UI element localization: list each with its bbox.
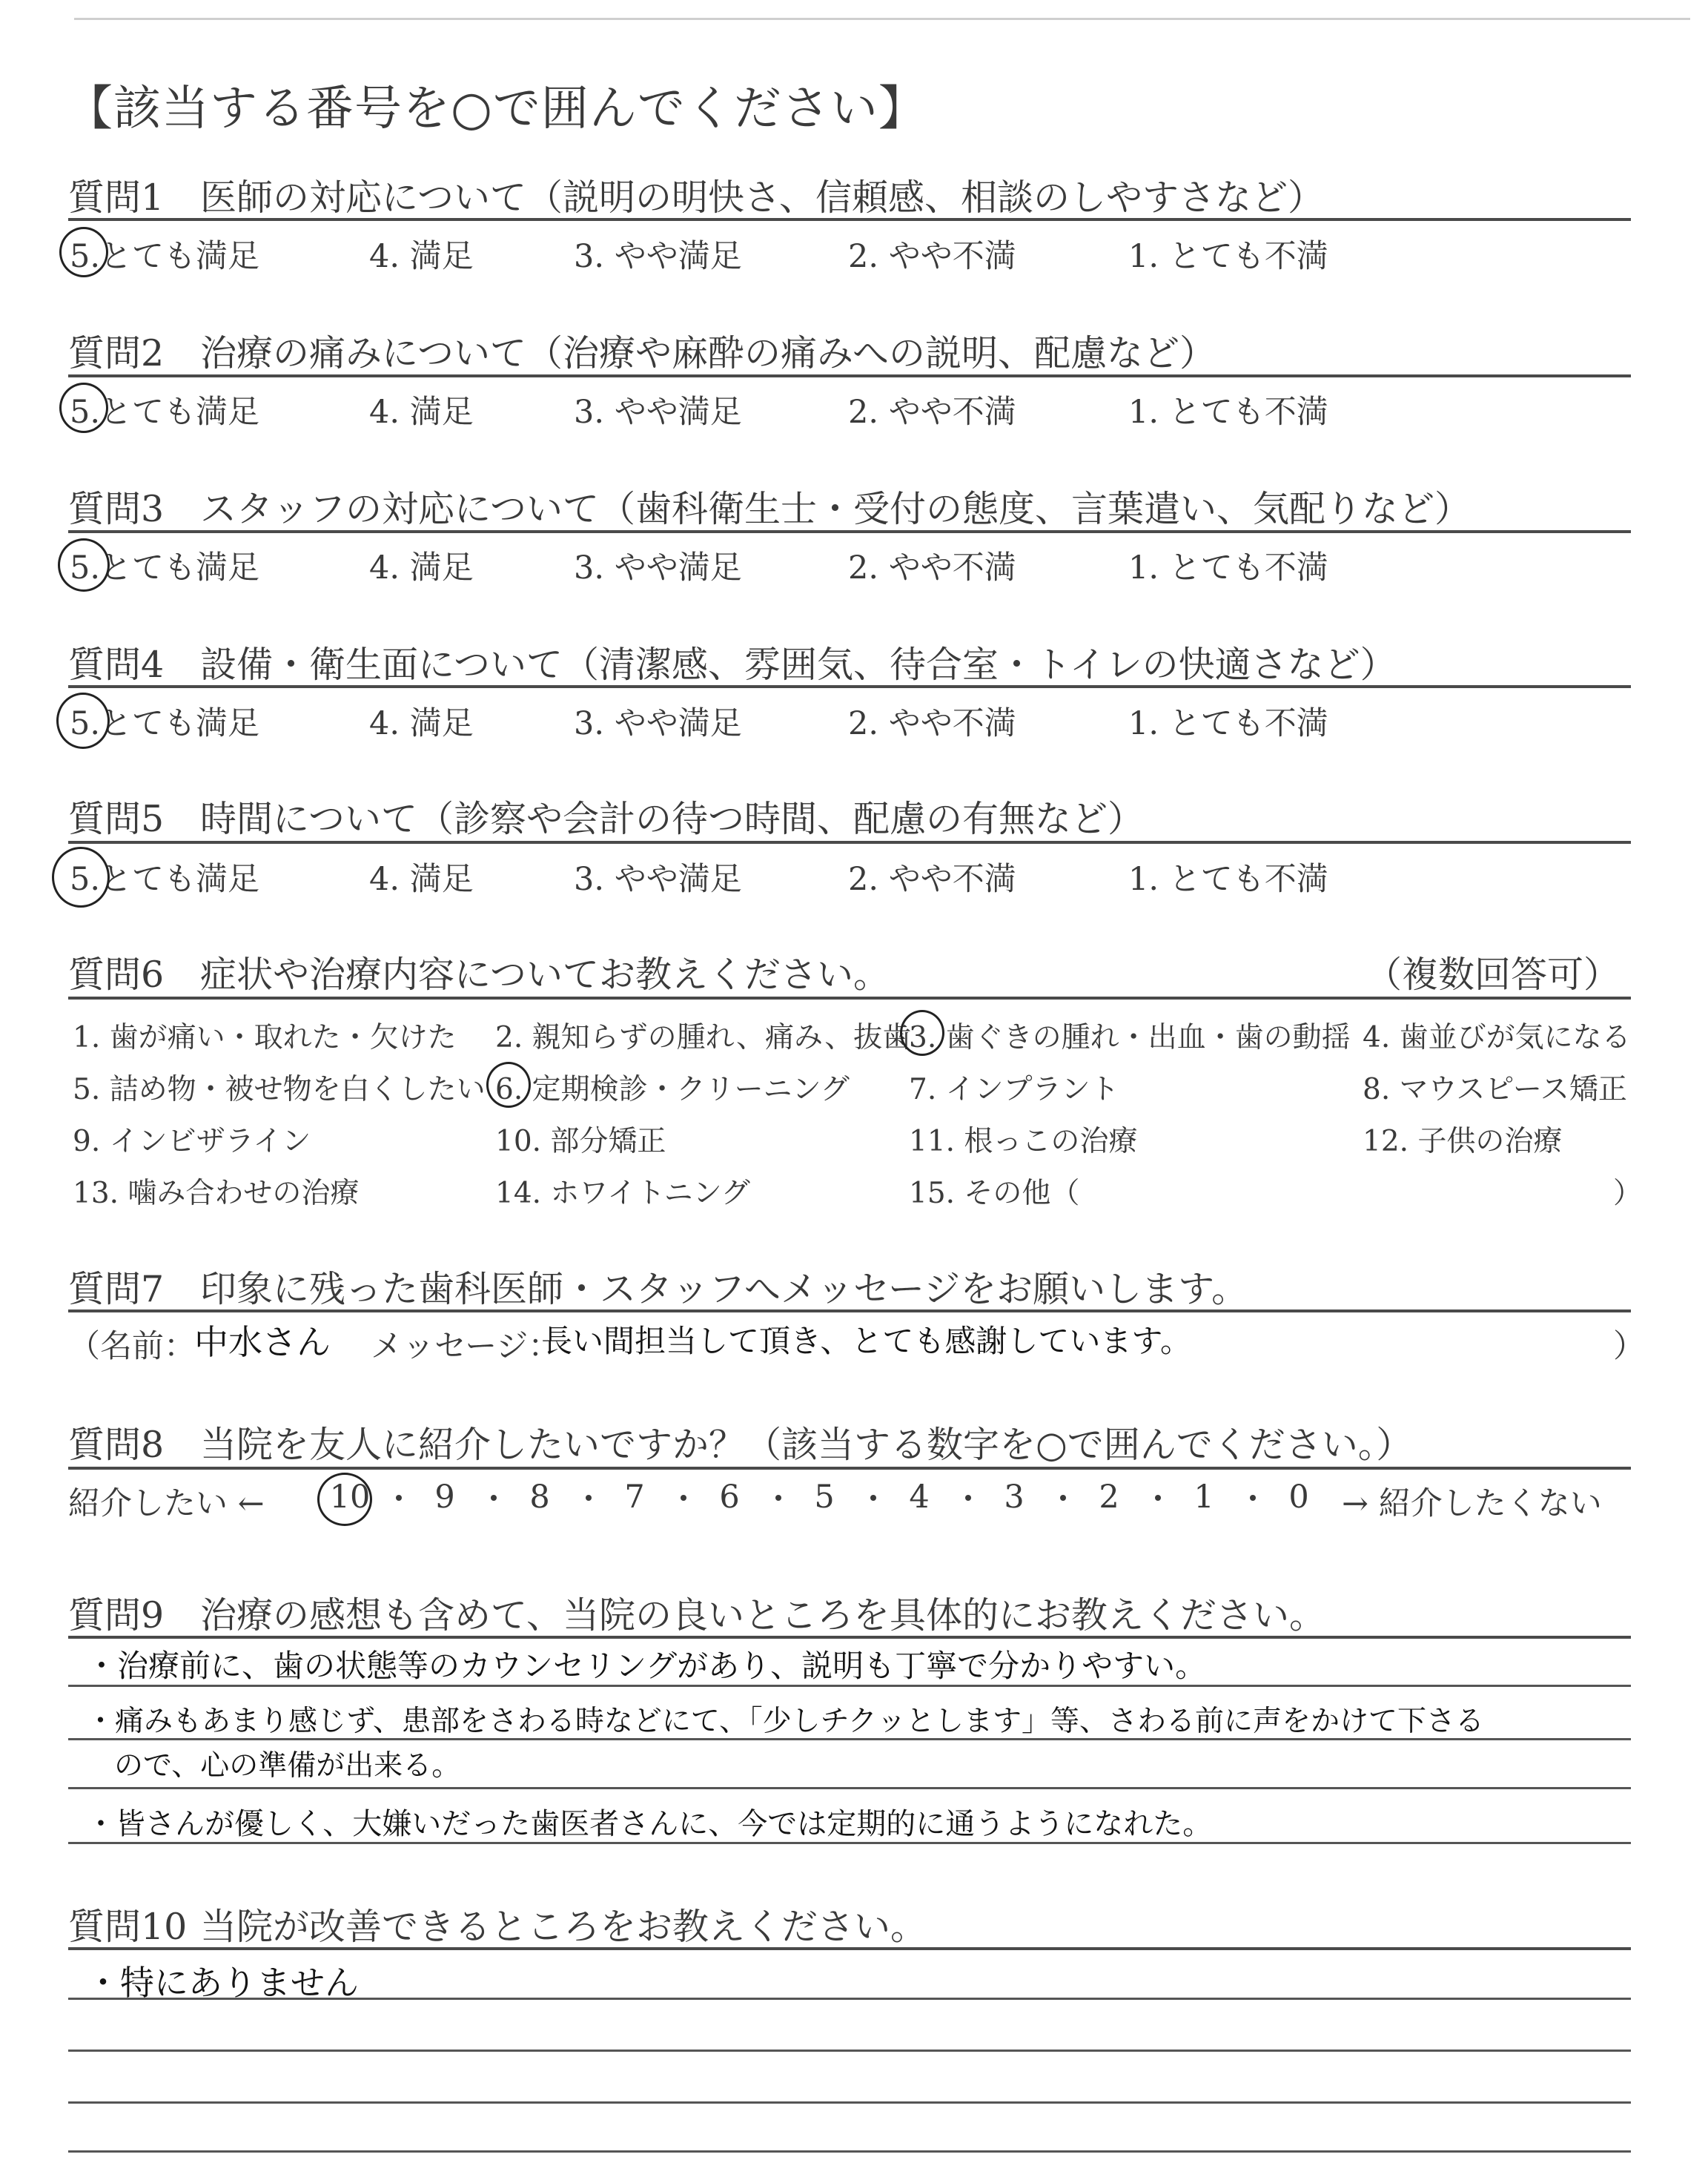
q4-option-1[interactable]: 1. とても不満 <box>1128 705 1328 742</box>
q8-score-0[interactable]: 0 <box>1288 1479 1309 1516</box>
q8-score-5[interactable]: 5 <box>777 1479 872 1516</box>
question-7-text: 印象に残った歯科医師・スタッフへメッセージをお願いします。 <box>200 1268 1248 1310</box>
q5-option-3[interactable]: 3. やや満足 <box>574 861 742 898</box>
question-4 <box>68 636 1397 688</box>
question-3-text: スタッフの対応について（歯科衛生士・受付の態度、言葉遣い、気配りなど） <box>200 488 1472 530</box>
q9-answer-4[interactable]: ・皆さんが優しく、大嫌いだった歯医者さんに、今では定期的に通うようになれた。 <box>86 1807 1213 1841</box>
q9-answer-3[interactable]: ので、心の準備が出来る。 <box>114 1749 461 1783</box>
question-5-rule <box>68 841 1631 844</box>
q8-score-7[interactable]: 7 <box>587 1479 682 1516</box>
q6-option-1[interactable]: 1. 歯が痛い・取れた・欠けた <box>73 1021 457 1054</box>
question-4-label: 質問4 <box>68 644 165 686</box>
q8-scale <box>302 1479 1346 1516</box>
question-8-rule <box>68 1467 1631 1470</box>
question-6-text: 症状や治療内容についてお教えください。 <box>200 954 890 996</box>
question-10-rule <box>68 1947 1631 1950</box>
q7-name-value[interactable]: 中水さん <box>194 1322 331 1362</box>
q1-option-1[interactable]: 1. とても不満 <box>1128 238 1328 275</box>
question-2-label: 質問2 <box>68 332 165 374</box>
q6-option-6[interactable]: 6. 定期検診・クリーニング <box>495 1073 850 1106</box>
q6-option-8[interactable]: 8. マウスピース矯正 <box>1363 1073 1627 1106</box>
question-6-label: 質問6 <box>68 954 165 996</box>
q10-answer-1[interactable]: ・特にありません <box>86 1963 359 2003</box>
q2-option-2[interactable]: 2. やや不満 <box>848 394 1016 431</box>
q3-option-5[interactable]: 5.とても満足 <box>70 549 260 587</box>
q6-option-13[interactable]: 13. 噛み合わせの治療 <box>73 1177 360 1210</box>
q8-score-4[interactable]: 4 <box>872 1479 967 1516</box>
q8-score-2[interactable]: 2 <box>1062 1479 1156 1516</box>
q3-option-1[interactable]: 1. とても不満 <box>1128 549 1328 587</box>
question-6 <box>68 946 890 998</box>
question-9-label: 質問9 <box>68 1594 165 1636</box>
q6-option-15-close: ） <box>1613 1177 1643 1210</box>
q8-score-6[interactable]: 6 <box>682 1479 777 1516</box>
question-3-rule <box>68 530 1631 533</box>
q8-score-1[interactable]: 1 <box>1156 1479 1251 1516</box>
q7-message-value[interactable]: 長い間担当して頂き、とても感謝しています。 <box>541 1323 1191 1359</box>
q8-left-label: 紹介したい ← <box>68 1485 265 1522</box>
q6-option-9[interactable]: 9. インビザライン <box>73 1125 311 1158</box>
q4-option-5[interactable]: 5.とても満足 <box>70 705 260 742</box>
question-5-label: 質問5 <box>68 798 165 840</box>
q9-line-4 <box>68 1842 1631 1844</box>
question-2-text: 治療の痛みについて（治療や麻酔の痛みへの説明、配慮など） <box>200 332 1217 374</box>
question-7 <box>68 1261 1248 1312</box>
question-8 <box>68 1416 1412 1468</box>
q7-message-label: メッセージ： <box>371 1328 560 1365</box>
question-1-label: 質問1 <box>68 176 165 219</box>
q3-option-3[interactable]: 3. やや満足 <box>574 549 742 587</box>
q4-option-3[interactable]: 3. やや満足 <box>574 705 742 742</box>
question-4-text: 設備・衛生面について（清潔感、雰囲気、待合室・トイレの快適さなど） <box>200 644 1397 686</box>
question-7-rule <box>68 1309 1631 1312</box>
q9-answer-2[interactable]: ・痛みもあまり感じず、患部をさわる時などにて、「少しチクッとします」等、さわる前に声をかけて下さる <box>86 1705 1485 1738</box>
q2-option-5[interactable]: 5.とても満足 <box>70 394 260 431</box>
q6-option-5[interactable]: 5. 詰め物・被せ物を白くしたい <box>73 1073 486 1106</box>
q7-close-paren: ） <box>1613 1328 1645 1365</box>
q10-line-4 <box>68 2150 1631 2153</box>
q2-option-3[interactable]: 3. やや満足 <box>574 394 742 431</box>
q1-option-4[interactable]: 4. 満足 <box>369 238 474 275</box>
top-border <box>74 18 1690 20</box>
question-3-label: 質問3 <box>68 488 165 530</box>
q4-option-2[interactable]: 2. やや不満 <box>848 705 1016 742</box>
q2-option-4[interactable]: 4. 満足 <box>369 394 474 431</box>
q8-score-10[interactable]: 10 <box>302 1479 397 1516</box>
question-2 <box>68 325 1216 377</box>
q1-option-3[interactable]: 3. やや満足 <box>574 238 742 275</box>
question-1 <box>68 169 1324 221</box>
question-9-rule <box>68 1636 1631 1639</box>
question-4-rule <box>68 685 1631 688</box>
question-1-rule <box>68 218 1631 221</box>
q7-name-label: （名前： <box>68 1328 196 1365</box>
q5-option-1[interactable]: 1. とても不満 <box>1128 861 1328 898</box>
question-3 <box>68 480 1471 532</box>
question-1-text: 医師の対応について（説明の明快さ、信頼感、相談のしやすさなど） <box>200 176 1325 219</box>
question-9 <box>68 1587 1325 1639</box>
q10-line-1 <box>68 1998 1631 2000</box>
question-10-text: 当院が改善できるところをお教えください。 <box>200 1906 927 1948</box>
q9-answer-1[interactable]: ・治療前に、歯の状態等のカウンセリングがあり、説明も丁寧で分かりやすい。 <box>86 1648 1207 1684</box>
q1-option-2[interactable]: 2. やや不満 <box>848 238 1016 275</box>
question-7-label: 質問7 <box>68 1268 165 1310</box>
q4-option-4[interactable]: 4. 満足 <box>369 705 474 742</box>
page-title: 【該当する番号を○で囲んでください】 <box>65 82 927 136</box>
question-6-rule <box>68 997 1631 1000</box>
q9-line-2 <box>68 1738 1631 1740</box>
question-8-label: 質問8 <box>68 1424 165 1466</box>
q8-score-3[interactable]: 3 <box>967 1479 1062 1516</box>
q5-option-2[interactable]: 2. やや不満 <box>848 861 1016 898</box>
q6-option-11[interactable]: 11. 根っこの治療 <box>909 1125 1138 1158</box>
question-6-note: （複数回答可） <box>1366 954 1621 996</box>
q6-option-4[interactable]: 4. 歯並びが気になる <box>1363 1021 1631 1054</box>
q3-option-4[interactable]: 4. 満足 <box>369 549 474 587</box>
q5-option-5[interactable]: 5.とても満足 <box>70 861 260 898</box>
q6-option-2[interactable]: 2. 親知らずの腫れ、痛み、抜歯 <box>495 1021 912 1054</box>
question-9-text: 治療の感想も含めて、当院の良いところを具体的にお教えください。 <box>200 1594 1326 1636</box>
q6-option-14[interactable]: 14. ホワイトニング <box>495 1177 750 1210</box>
question-10 <box>68 1898 927 1950</box>
q6-option-7[interactable]: 7. インプラント <box>909 1073 1119 1106</box>
q8-bullet <box>1250 1495 1256 1501</box>
question-5-text: 時間について（診察や会計の待つ時間、配慮の有無など） <box>200 798 1145 840</box>
q5-option-4[interactable]: 4. 満足 <box>369 861 474 898</box>
q6-option-15[interactable]: 15. その他（ <box>909 1177 1080 1210</box>
q6-option-3[interactable]: 3. 歯ぐきの腫れ・出血・歯の動揺 <box>909 1021 1351 1054</box>
q8-right-label: → 紹介したくない <box>1342 1485 1602 1522</box>
q8-score-8[interactable]: 8 <box>492 1479 587 1516</box>
q6-option-10[interactable]: 10. 部分矯正 <box>495 1125 666 1158</box>
q10-line-2 <box>68 2050 1631 2052</box>
question-10-label: 質問10 <box>68 1906 188 1948</box>
q8-score-9[interactable]: 9 <box>397 1479 492 1516</box>
q6-option-12[interactable]: 12. 子供の治療 <box>1363 1125 1563 1158</box>
question-8-text: 当院を友人に紹介したいですか？（該当する数字を○で囲んでください。） <box>200 1424 1413 1466</box>
q9-line-3 <box>68 1787 1631 1789</box>
q10-line-3 <box>68 2101 1631 2104</box>
question-2-rule <box>68 374 1631 377</box>
question-5 <box>68 790 1144 842</box>
q9-line-1 <box>68 1685 1631 1687</box>
q1-option-5[interactable]: 5.とても満足 <box>70 238 260 275</box>
q3-option-2[interactable]: 2. やや不満 <box>848 549 1016 587</box>
q2-option-1[interactable]: 1. とても不満 <box>1128 394 1328 431</box>
